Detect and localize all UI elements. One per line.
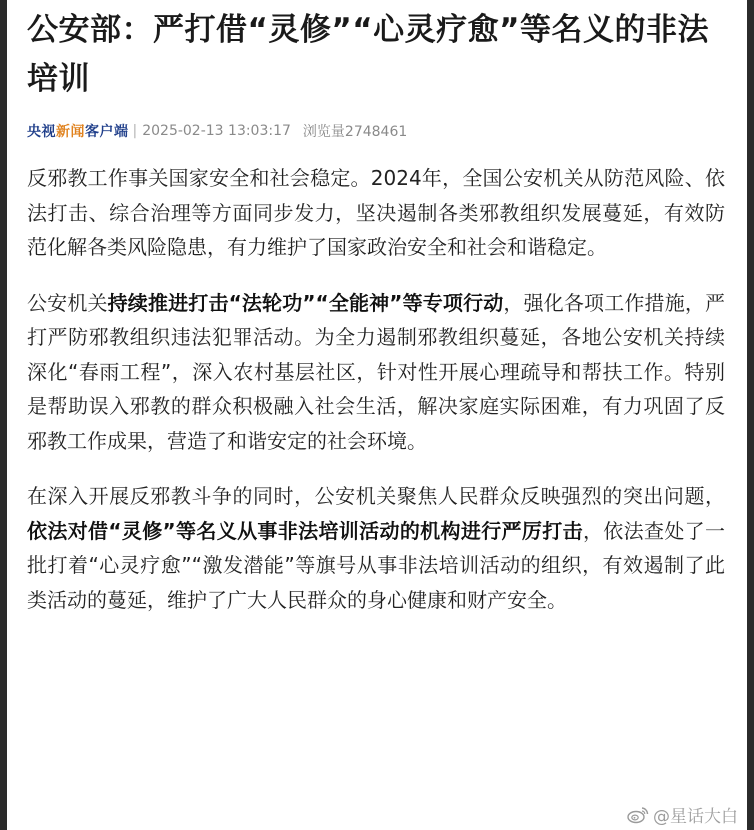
paragraph-lead: 在深入开展反邪教斗争的同时，公安机关聚焦人民群众反映强烈的突出问题，: [27, 484, 725, 508]
watermark-text: @星话大白: [653, 807, 738, 827]
weibo-watermark: [627, 802, 738, 827]
paragraph-rest: ，依法查处了一批打着“心灵疗愈”“激发潜能”等旗号从事非法培训活动的组织，有效遏制了此类活动的蔓延，维护了广大人民群众的身心健康和财产安全。: [27, 518, 726, 612]
article-meta: [27, 120, 725, 142]
paragraph-lead: 公安机关: [27, 290, 108, 315]
weibo-icon: [627, 806, 649, 824]
meta-separator: |: [132, 123, 138, 139]
paragraph-text: 反邪教工作事关国家安全和社会稳定。2024年，全国公安机关从防范风险、依法打击、综合治理等方面同步发力，坚决遏制各类邪教组织发展蔓延，有效防范化解各类风险隐患，有力维护了国家政治安全和社会和谐稳定。: [27, 166, 725, 259]
publish-timestamp: 2025-02-13 13:03:17: [142, 123, 291, 139]
article-paragraph-1: [27, 161, 725, 265]
article-paragraph-2: [27, 286, 725, 459]
paragraph-rest: ，强化各项工作措施，严打严防邪教组织违法犯罪活动。为全力遏制邪教组织蔓延，各地公安机关持续深化“春雨工程”，深入农村基层社区，针对性开展心理疏导和帮扶工作。特别是帮助误入邪教的群众积极融入社会生活，解决家庭实际困难，有力巩固了反邪教工作成果，营造了和谐安定的社会环境。: [27, 290, 726, 453]
article-paragraph-3: [27, 479, 725, 617]
source-part-3: 客户端: [85, 124, 129, 140]
paragraph-emphasis: 持续推进打击“法轮功”“全能神”等专项行动: [107, 290, 504, 315]
paragraph-emphasis: 依法对借“灵修”等名义从事非法培训活动的机构进行严厉打击: [27, 518, 583, 543]
article-title: 公安部：严打借“灵修”“心灵疗愈”等名义的非法培训: [27, 12, 709, 97]
article-page: [7, 0, 747, 830]
source-part-2: 新闻: [56, 124, 85, 140]
source-logo[interactable]: [27, 121, 129, 141]
view-count: 浏览量2748461: [302, 124, 408, 140]
source-part-1: 央视: [27, 124, 56, 140]
